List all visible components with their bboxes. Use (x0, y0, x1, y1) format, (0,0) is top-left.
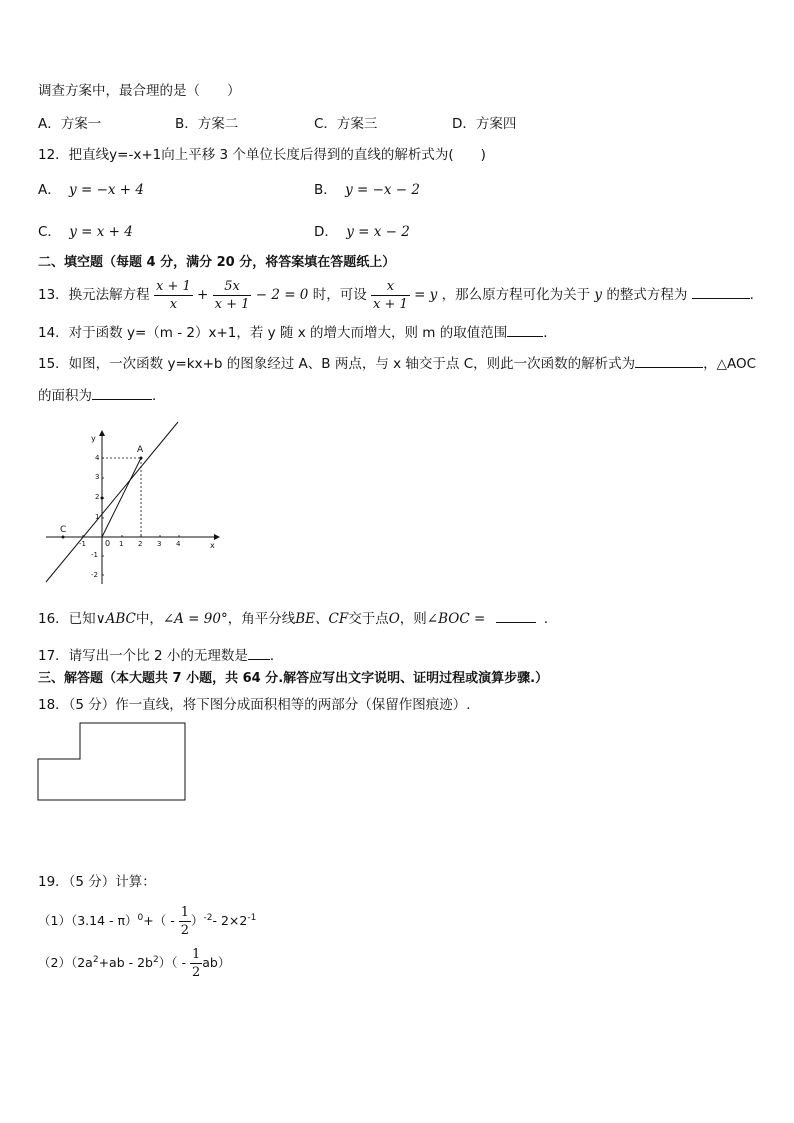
q17 (38, 645, 283, 665)
option-letter: D． (314, 224, 338, 240)
option-letter: B． (314, 182, 337, 198)
q16-triangle: ∨ABC (95, 611, 136, 627)
fraction-numerator: 1 (191, 947, 201, 963)
y-tick-label: -2 (91, 571, 98, 579)
q17-answer-blank[interactable] (248, 645, 270, 660)
q19-part-1 (38, 900, 256, 939)
exponent: -2 (203, 913, 213, 923)
q16-text: ，角平分线 (227, 611, 296, 627)
q19-p1-text: ） (191, 913, 204, 929)
q13-end: . (749, 287, 754, 303)
fraction-denominator: 2 (180, 923, 189, 939)
q16-text: 交于点 (348, 611, 389, 627)
point-c (62, 536, 65, 539)
q14-end: ． (543, 325, 557, 341)
q15-text-2: 的面积为 (38, 388, 92, 404)
q19-p2-fraction (190, 946, 202, 981)
option-letter: A． (38, 182, 61, 198)
section-3-heading: 三、解答题（本大题共 7 小题，共 64 分.解答应写出文字说明、证明过程或演算步骤.） (38, 671, 549, 686)
q18-text: 18．（5 分）作一直线，将下图分成面积相等的两部分（保留作图痕迹）. (38, 697, 471, 713)
x-tick-label: 1 (119, 540, 124, 548)
section-2-heading: 二、填空题（每题 4 分，满分 20 分，将答案填在答题纸上） (38, 255, 396, 270)
point-on-y-axis (101, 497, 104, 500)
q19-title: 19．（5 分）计算： (38, 874, 156, 890)
q19-p2-text: ）（ - (158, 955, 186, 971)
y-tick-label: 2 (95, 493, 100, 501)
plus-sign: + (197, 287, 209, 303)
q16-angle-a: ∠A = 90° (162, 611, 228, 627)
option-letter: C． (38, 224, 61, 240)
option-expr: y = −x + 4 (69, 182, 144, 198)
q16-angle-boc: ∠BOC = (426, 611, 486, 627)
q14-answer-blank[interactable] (507, 322, 543, 337)
x-tick-label: -1 (79, 540, 86, 548)
q11-option-c: C．方案三 (314, 116, 378, 132)
q13-equation-rest: − 2 = 0 (255, 287, 309, 303)
q13-fraction-3 (371, 278, 410, 313)
q17-text: 17．请写出一个比 2 小的无理数是 (38, 648, 248, 664)
fraction-numerator: x (371, 278, 410, 296)
x-tick-label: 2 (138, 540, 143, 548)
q15-line-2 (38, 385, 166, 405)
q15-graph (40, 420, 230, 590)
q13-fraction-1 (154, 278, 193, 313)
q11-stem: 调查方案中，最合理的是（ ） (38, 83, 241, 99)
option-expr: y = −x − 2 (345, 182, 420, 198)
fraction-denominator: x + 1 (373, 296, 408, 312)
exponent: 2 (152, 955, 159, 965)
segment-oa (102, 458, 141, 537)
q12-stem: 12．把直线y=-x+1向上平移 3 个单位长度后得到的直线的解析式为( ) (38, 147, 486, 163)
option-expr: y = x + 4 (69, 224, 133, 240)
q13-suffix-2: 的整式方程为 (606, 287, 688, 303)
line-kx-plus-b (46, 422, 178, 582)
exponent: 0 (137, 913, 144, 923)
q13-mid-text: 时，可设 (312, 287, 367, 303)
point-a (140, 457, 143, 460)
fraction-numerator: 1 (180, 905, 189, 921)
q11-option-b: B．方案二 (175, 116, 239, 132)
q13 (38, 277, 754, 313)
q16 (38, 608, 557, 628)
x-tick-label: 4 (176, 540, 181, 548)
q13-substitution: = y (414, 287, 438, 303)
q14-text: 14．对于函数 y=（m - 2）x+1，若 y 随 x 的增大而增大，则 m 的取值范围 (38, 325, 508, 341)
q19-part-2 (38, 942, 230, 981)
q19-p1-fraction (179, 904, 191, 939)
q16-answer-blank[interactable] (496, 608, 536, 623)
q13-answer-blank[interactable] (692, 284, 750, 299)
q11-option-d: D．方案四 (452, 116, 517, 132)
step-shape (38, 723, 185, 800)
q16-prefix: 16．已知 (38, 611, 96, 627)
exponent: -1 (247, 913, 257, 923)
fraction-numerator: x + 1 (155, 278, 191, 294)
q12-option-a (38, 181, 144, 199)
q11-option-a: A．方案一 (38, 116, 102, 132)
q16-bisectors: BE、CF (295, 611, 349, 627)
q16-point-o: O (388, 611, 400, 627)
fraction-denominator: x + 1 (214, 296, 250, 312)
q12-option-c (38, 223, 133, 241)
fraction-numerator: 5x (213, 278, 252, 296)
q19-p2-text: ab） (202, 955, 231, 971)
x-tick-label: 3 (157, 540, 162, 548)
q19-p1-text: - 2×2 (212, 913, 248, 929)
fraction-denominator: x (169, 296, 178, 312)
point-c-label: C (60, 525, 67, 535)
origin-label: 0 (105, 539, 111, 548)
q18-figure (36, 722, 188, 802)
q13-variable: y (594, 287, 603, 303)
q15-answer-blank-2[interactable] (92, 385, 152, 400)
q19-p1-text: （1）（3.14 - π） (38, 913, 138, 929)
q15-line-1 (38, 353, 756, 373)
q15-end: ． (152, 388, 166, 404)
q16-end: ． (543, 611, 558, 627)
point-a-label: A (137, 445, 144, 455)
q15-answer-blank-1[interactable] (635, 353, 703, 368)
q15-text: 15．如图，一次函数 y=kx+b 的图象经过 A、B 两点，与 x 轴交于点 C，则此一次函数的解析式为 (38, 356, 636, 372)
q14 (38, 322, 557, 342)
y-tick-label: -1 (91, 551, 98, 559)
y-tick-label: 1 (95, 513, 100, 521)
q12-option-b (314, 181, 420, 199)
q19-p2-text: （2）（2a (38, 955, 93, 971)
q16-text: ，则 (399, 611, 427, 627)
option-expr: y = x − 2 (346, 224, 410, 240)
q16-text: 中， (135, 611, 163, 627)
exponent: 2 (92, 955, 99, 965)
y-axis-label: y (91, 434, 96, 443)
q17-end: ． (269, 648, 284, 664)
q19-p2-text: +ab - 2b (98, 955, 153, 971)
q12-option-d (314, 223, 410, 241)
q15-text-end: ，△AOC (703, 356, 757, 372)
q13-prefix: 13．换元法解方程 (38, 287, 150, 303)
fraction-denominator: 2 (191, 965, 201, 981)
x-axis-label: x (210, 541, 215, 550)
y-tick-label: 4 (95, 454, 100, 462)
y-tick-label: 3 (95, 473, 100, 481)
q19-p1-text: +（ - (143, 913, 175, 929)
y-axis-arrow (99, 430, 105, 436)
x-axis-arrow (214, 534, 220, 540)
q13-fraction-2 (213, 278, 252, 313)
q13-suffix: ，那么原方程可化为关于 (441, 287, 591, 303)
